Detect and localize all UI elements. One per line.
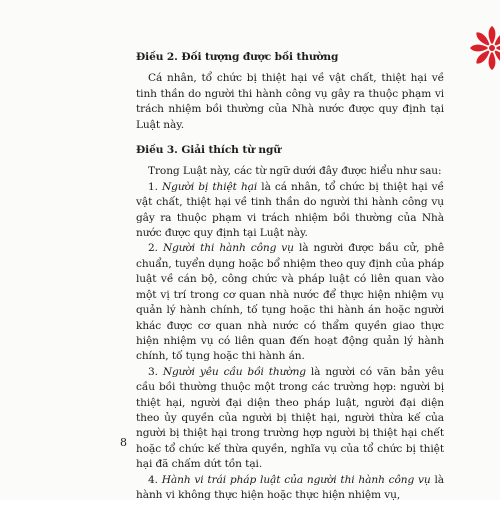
definition-text: là hành vi không thực hiện hoặc thực hiện nhiệm vụ, bbox=[136, 473, 444, 501]
definition-text: là cá nhân, tổ chức bị thiệt hại về vật chất, thiệt hại về tinh thần do người thi hành công vụ gây ra thuộc phạm vi trách nhiệm bồi thường của Nhà nước được quy định tại Luật này. bbox=[136, 180, 444, 240]
article-2 bbox=[136, 50, 444, 133]
item-number: 4. bbox=[148, 473, 162, 486]
item-number: 1. bbox=[148, 180, 163, 193]
article-3-intro: Trong Luật này, các từ ngữ dưới đây được hiểu như sau: bbox=[148, 165, 442, 178]
defined-term: Người yêu cầu bồi thường bbox=[162, 365, 306, 378]
red-star-emblem-icon bbox=[470, 26, 500, 70]
definition-item-1 bbox=[136, 180, 444, 242]
article-2-heading: Điều 2. Đối tượng được bồi thường bbox=[136, 51, 339, 63]
definition-text: là người có văn bản yêu cầu bồi thường thuộc một trong các trường hợp: người bị thiệt hại, người đại diện theo pháp luật, người đại diện theo ủy quyền của người bị thiệt hại, người thừa kế của người bị thiệt hại trong trường hợp người bị thiệt hại chết hoặc tổ chức kế thừa quyền, nghĩa vụ của tổ chức bị thiệt hại đã chấm dứt tồn tại. bbox=[136, 365, 444, 471]
defined-term: Người thi hành công vụ bbox=[162, 242, 294, 255]
document-body bbox=[136, 50, 444, 513]
defined-term: Người bị thiệt hại bbox=[162, 180, 258, 193]
defined-term: Hành vi trái pháp luật của người thi hành công vụ bbox=[161, 473, 431, 486]
definition-item-3 bbox=[136, 365, 444, 473]
definition-text: là người được bầu cử, phê chuẩn, tuyển dụng hoặc bổ nhiệm theo quy định của pháp luật về cán bộ, công chức và pháp luật có liên quan vào một vị trí trong cơ quan nhà nước để thực hiện nhiệm vụ quản lý hành chính, tố tụng hoặc thi hành án hoặc người khác được cơ quan nhà nước có thẩm quyền giao thực hiện nhiệm vụ có liên quan đến hoạt động quản lý hành chính, tố tụng hoặc thi hành án. bbox=[136, 242, 445, 363]
item-number: 3. bbox=[148, 365, 163, 378]
page-number: 8 bbox=[120, 436, 127, 449]
definition-item-2 bbox=[136, 241, 444, 364]
item-number: 2. bbox=[148, 242, 163, 255]
article-2-text: Cá nhân, tổ chức bị thiệt hại về vật chất, thiệt hại về tinh thần do người thi hành công vụ gây ra thuộc phạm vi trách nhiệm bồi thường của Nhà nước được quy định tại Luật này. bbox=[136, 72, 444, 131]
article-3 bbox=[136, 143, 444, 503]
article-3-heading: Điều 3. Giải thích từ ngữ bbox=[136, 144, 281, 157]
definition-item-4 bbox=[136, 473, 444, 504]
